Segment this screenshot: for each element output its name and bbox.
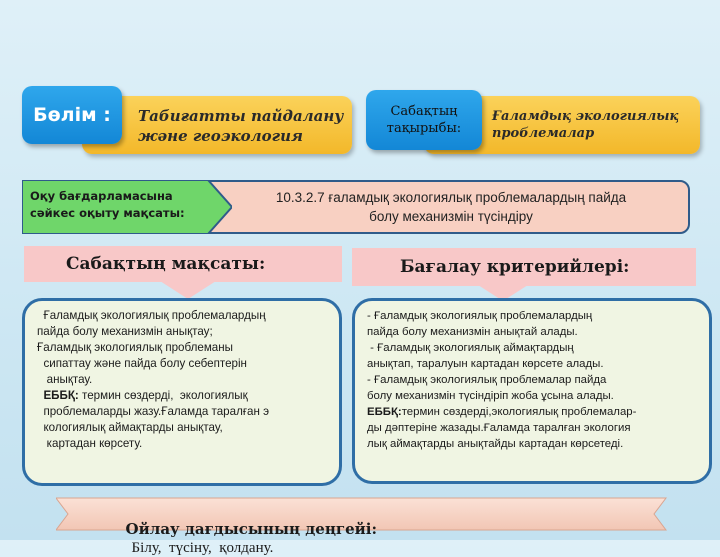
- criteria-line: анықтап, таралуын картадан көрсете алады.: [367, 358, 604, 370]
- criteria-ebbk-label: ЕББҚ:: [367, 406, 402, 418]
- criteria-ebbk-line: ды дәптеріне жазады.Ғаламда таралған экология: [367, 422, 631, 434]
- section-label-box: [22, 86, 122, 144]
- thinking-level: [116, 502, 377, 557]
- criteria-line: - Ғаламдық экологиялық проблемалардың: [367, 310, 593, 322]
- criteria-heading-box: [352, 248, 696, 286]
- criteria-heading: Бағалау критерийлері:: [400, 257, 630, 277]
- section-title-box: [82, 96, 352, 154]
- goals-ebbk-label: ЕББҚ:: [43, 389, 79, 402]
- goals-ebbk-line: кологиялық аймақтарды анықтау,: [37, 421, 223, 434]
- goals-line: сипаттау және пайда болу себептерін: [37, 357, 247, 370]
- goals-line: пайда болу механизмін анықтау;: [37, 325, 213, 338]
- criteria-ebbk-line: термин сөздерді,экологиялық проблемалар-: [401, 406, 637, 418]
- criteria-line: болу механизмін түсіндіріп жоба ұсына алады.: [367, 390, 614, 402]
- thinking-level-value: Білу, түсіну, қолдану.: [131, 540, 274, 556]
- goals-heading-box: [24, 246, 342, 282]
- section-title-line1: Табиғатты пайдалану: [138, 107, 344, 125]
- criteria-line: - Ғаламдық экологиялық аймақтардың: [367, 342, 574, 354]
- topic-title-line2: проблемалар: [492, 126, 595, 141]
- criteria-line: - Ғаламдық экологиялық проблемалар пайда: [367, 374, 607, 386]
- goals-ebbk-line: картадан көрсету.: [37, 437, 143, 450]
- section-label: Бөлім :: [33, 104, 111, 126]
- goals-heading: Сабақтың мақсаты:: [66, 254, 266, 274]
- goals-line: анықтау.: [37, 373, 93, 386]
- goals-pointer: [160, 281, 216, 299]
- topic-label-line2: тақырыбы:: [386, 121, 462, 136]
- section-title-line2: және геоэкология: [138, 127, 303, 145]
- criteria-ebbk-line: лық аймақтарды анықтайды картадан көрсетеді.: [367, 438, 624, 450]
- goals-ebbk-line: термин сөздерді, экологиялық: [78, 389, 248, 402]
- objective-text-line1: 10.3.2.7 ғаламдық экологиялық проблемалардың пайда: [275, 190, 627, 205]
- criteria-panel: [352, 298, 712, 484]
- criteria-line: пайда болу механизмін анықтай алады.: [367, 326, 578, 338]
- objective-text-line2: болу механизмін түсіндіру: [369, 209, 533, 224]
- objective-label-line1: Оқу бағдарламасына: [30, 189, 173, 203]
- topic-label-line1: Сабақтың: [390, 104, 458, 119]
- thinking-level-label: Ойлау дағдысының деңгейі:: [125, 520, 378, 538]
- goals-line: Ғаламдық экологиялық проблемалардың: [37, 309, 266, 322]
- objective-label-line2: сәйкес оқыту мақсаты:: [30, 206, 185, 220]
- topic-label-box: [366, 90, 482, 150]
- topic-title-line1: Ғаламдық экологиялық: [492, 109, 679, 124]
- goals-panel: [22, 298, 342, 486]
- goals-ebbk-line: проблемаларды жазу.Ғаламда таралған э: [37, 405, 270, 418]
- goals-line: Ғаламдық экологиялық проблеманы: [37, 341, 233, 354]
